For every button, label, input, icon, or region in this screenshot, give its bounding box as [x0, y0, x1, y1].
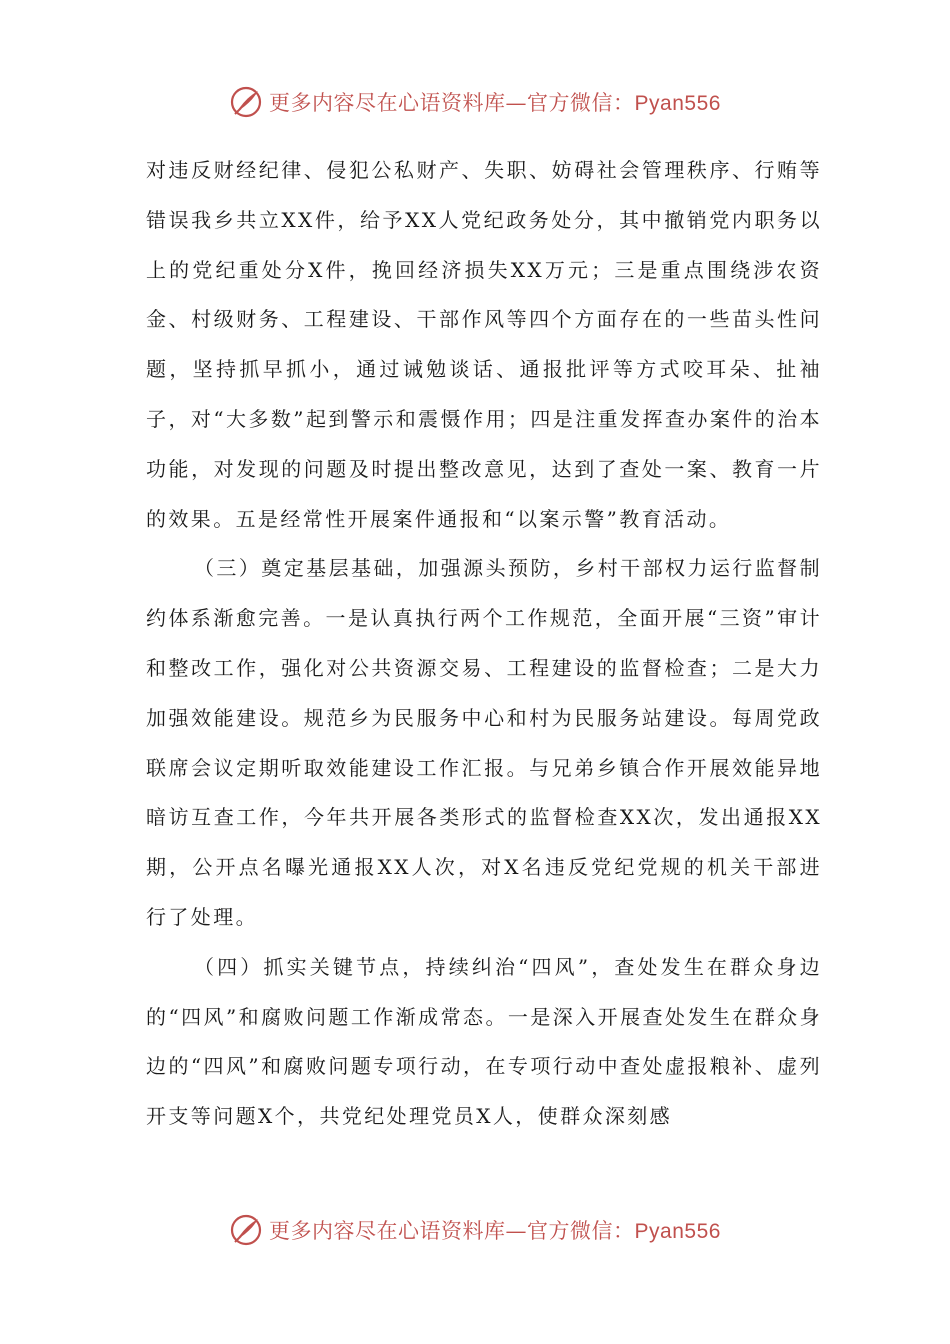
watermark-footer: [0, 1210, 950, 1250]
watermark-text: 更多内容尽在心语资料库—官方微信：Pyan556: [269, 91, 721, 115]
watermark-text: 更多内容尽在心语资料库—官方微信：Pyan556: [269, 1219, 721, 1243]
quill-logo-icon: [229, 85, 263, 119]
document-body: [146, 146, 822, 1142]
quill-logo-icon: [229, 1213, 263, 1247]
paragraph-continuation: 对违反财经纪律、侵犯公私财产、失职、妨碍社会管理秩序、行贿等错误我乡共立XX件，给予XX人党纪政务处分，其中撤销党内职务以上的党纪重处分X件，挽回经济损失XX万元；三是重点围绕涉农资金、村级财务、工程建设、干部作风等四个方面存在的一些苗头性问题，坚持抓早抓小，通过诫勉谈话、通报批评等方式咬耳朵、扯袖子，对“大多数”起到警示和震慑作用；四是注重发挥查办案件的治本功能，对发现的问题及时提出整改意见，达到了查处一案、教育一片的效果。五是经常性开展案件通报和“以案示警”教育活动。: [146, 158, 822, 531]
watermark-header: [0, 82, 950, 122]
paragraph-section-four: （四）抓实关键节点，持续纠治“四风”，查处发生在群众身边的“四风”和腐败问题工作渐成常态。一是深入开展查处发生在群众身边的“四风”和腐败问题专项行动，在专项行动中查处虚报粮补、虚列开支等问题X个，共党纪处理党员X人，使群众深刻感: [146, 954, 822, 1129]
paragraph-section-three: （三）奠定基层基础，加强源头预防，乡村干部权力运行监督制约体系渐愈完善。一是认真执行两个工作规范，全面开展“三资”审计和整改工作，强化对公共资源交易、工程建设的监督检查；二是大力加强效能建设。规范乡为民服务中心和村为民服务站建设。每周党政联席会议定期听取效能建设工作汇报。与兄弟乡镇合作开展效能异地暗访互查工作，今年共开展各类形式的监督检查XX次，发出通报XX期，公开点名曝光通报XX人次，对X名违反党纪党规的机关干部进行了处理。: [146, 556, 822, 929]
